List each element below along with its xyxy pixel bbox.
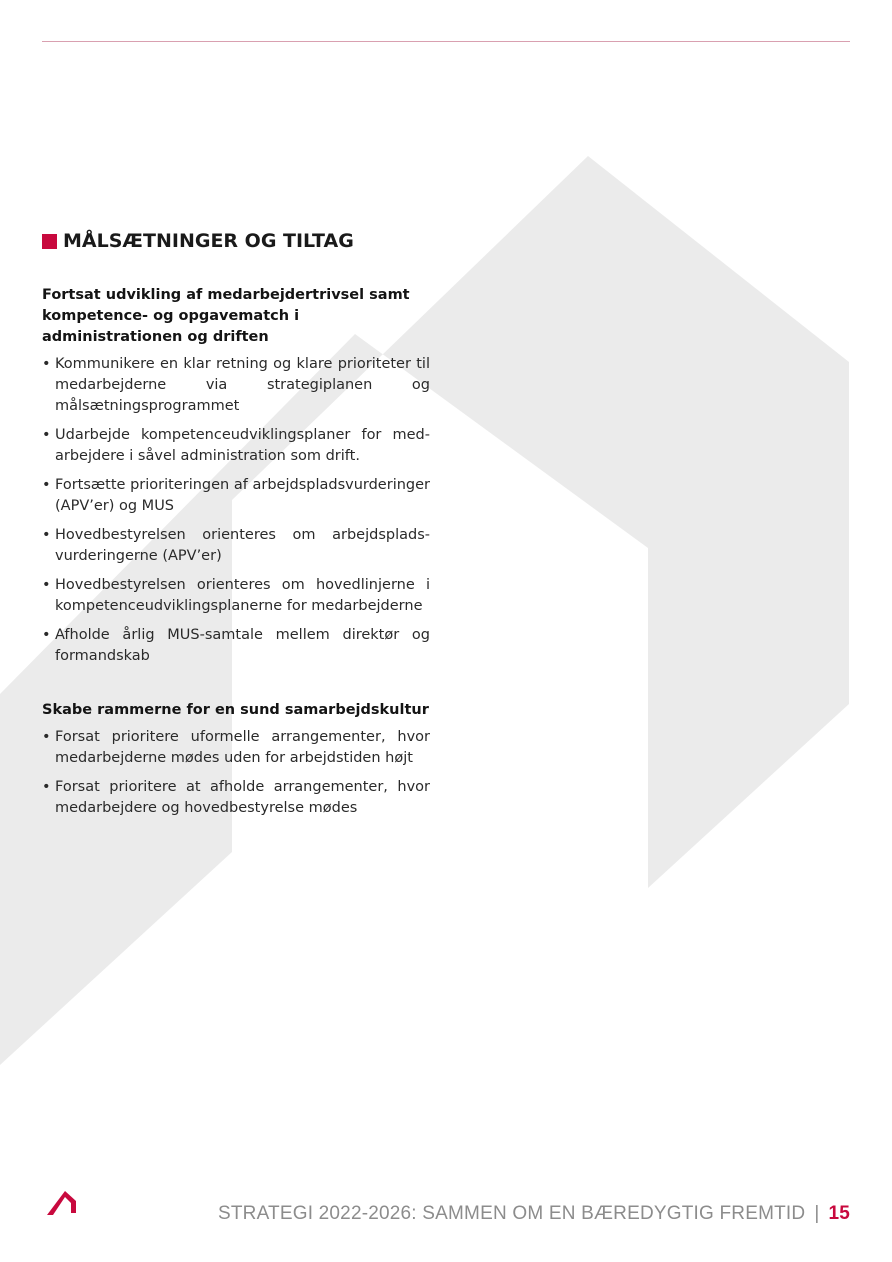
list-item: • Fortsætte prioriteringen af arbejdspladsvurderinger (APV’er) og MUS bbox=[42, 475, 430, 517]
footer-separator: | bbox=[814, 1203, 820, 1224]
block-samarbejdskultur bbox=[42, 700, 430, 819]
list-item: • Udarbejde kompetenceudviklingsplaner for med-arbejdere i såvel administration som drift. bbox=[42, 425, 430, 467]
list-item: • Forsat prioritere at afholde arrangementer, hvor medarbejdere og hovedbestyrelse mødes bbox=[42, 777, 430, 819]
list-item: • Kommunikere en klar retning og klare prioriteter til medarbejderne via strategiplanen og målsætningsprogrammet bbox=[42, 354, 430, 417]
footer-title: STRATEGI 2022-2026: SAMMEN OM EN BÆREDYGTIG FREMTID bbox=[217, 1203, 806, 1224]
list-item: • Hovedbestyrelsen orienteres om arbejdsplads-vurderingerne (APV’er) bbox=[42, 525, 430, 567]
footer bbox=[218, 1203, 850, 1225]
section-title-text: MÅLSÆTNINGER OG TILTAG bbox=[63, 230, 354, 252]
page-number: 15 bbox=[828, 1203, 850, 1224]
top-rule bbox=[42, 41, 850, 42]
list-item: • Hovedbestyrelsen orienteres om hovedlinjerne i kompetenceudviklingsplanerne for medarbejderne bbox=[42, 575, 430, 617]
list-item: • Forsat prioritere uformelle arrangementer, hvor medarbejderne mødes uden for arbejdstiden højt bbox=[42, 727, 430, 769]
block-heading: Skabe rammerne for en sund samarbejdskultur bbox=[42, 702, 429, 718]
list-item: • Afholde årlig MUS-samtale mellem direktør og formandskab bbox=[42, 625, 430, 667]
bullet-list bbox=[42, 727, 430, 819]
red-square-icon bbox=[42, 234, 57, 249]
bullet-list bbox=[42, 354, 430, 667]
block-trivsel bbox=[42, 285, 430, 667]
section-title bbox=[42, 230, 430, 252]
main-content bbox=[42, 230, 430, 827]
house-roof-logo-icon bbox=[46, 1189, 78, 1221]
block-heading: Fortsat udvikling af medarbejdertrivsel samt kompetence- og opgavematch i administrationen og driften bbox=[42, 287, 410, 345]
